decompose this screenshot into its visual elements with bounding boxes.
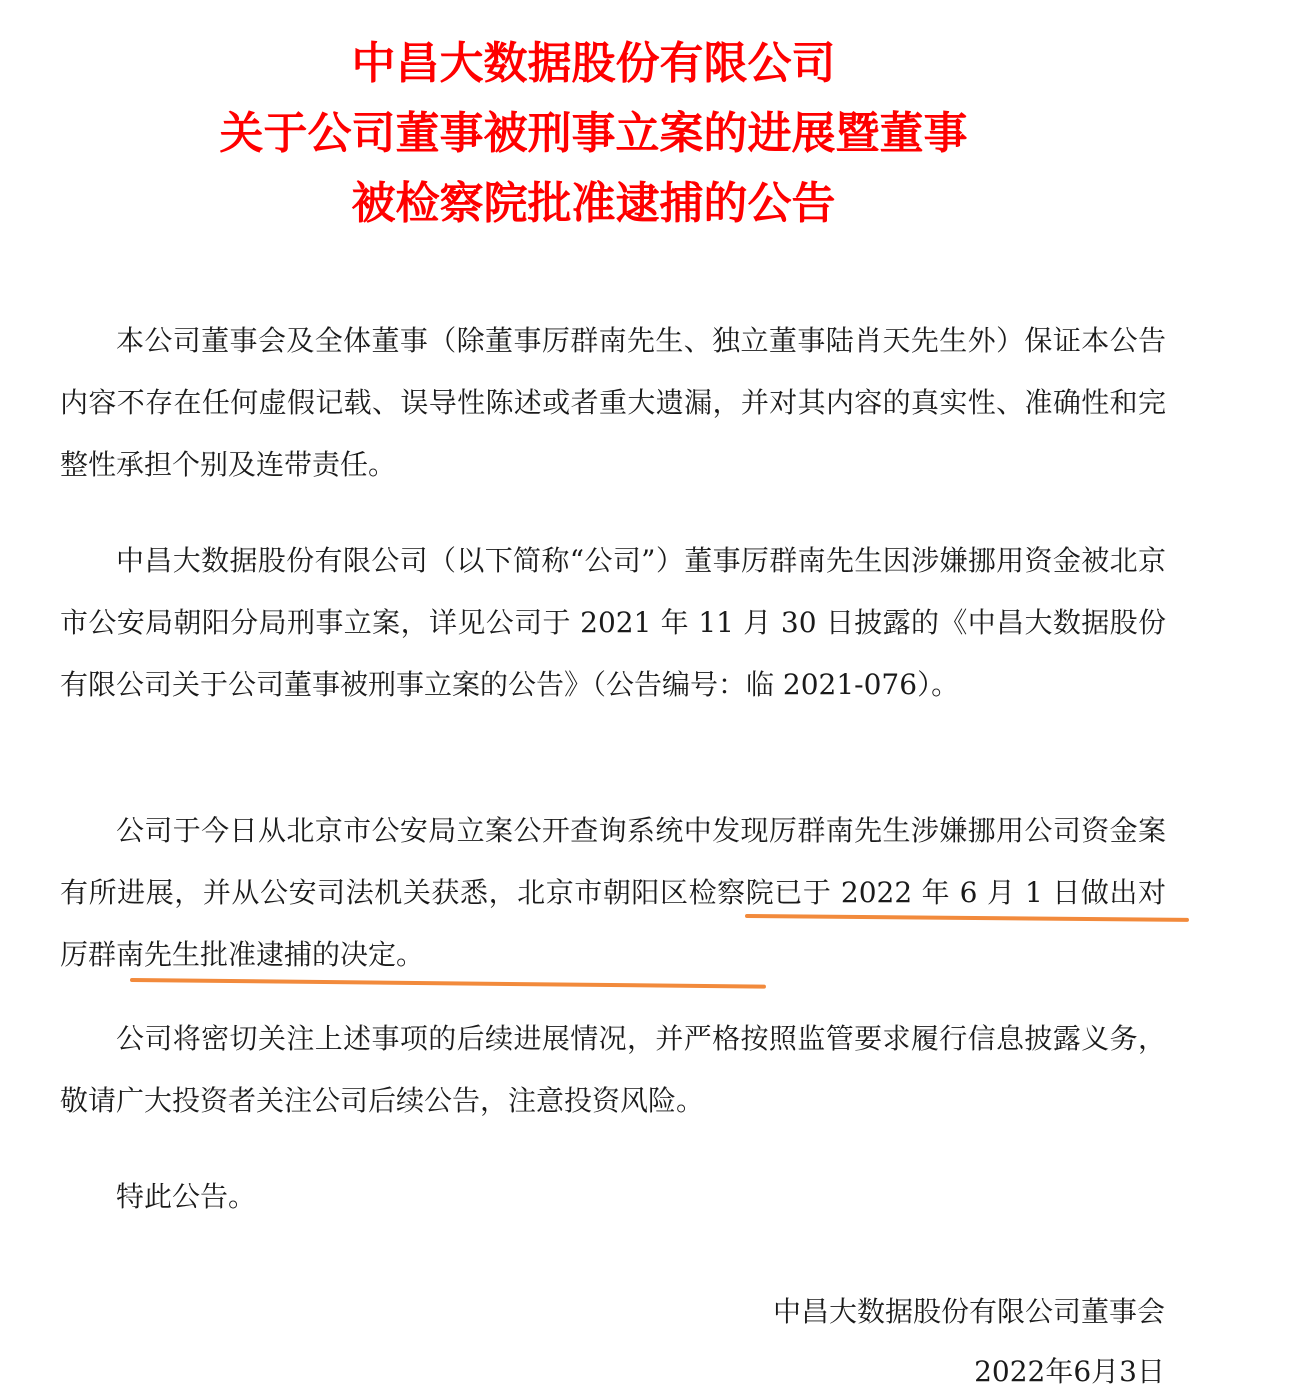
announcement-title-line2: 关于公司董事被刑事立案的进展暨董事	[219, 108, 968, 159]
statement-paragraph: 本公司董事会及全体董事（除董事厉群南先生、独立董事陆肖天先生外）保证本公告内容不存在任何虚假记载、误导性陈述或者重大遗漏，并对其内容的真实性、准确性和完整性承担个别及连带责任。	[60, 324, 1166, 481]
announcement-title-line1: 中昌大数据股份有限公司	[351, 38, 836, 89]
signature-org: 中昌大数据股份有限公司董事会	[772, 1295, 1165, 1328]
announcement-title-line3: 被检察院批准逮捕的公告	[351, 178, 836, 229]
progress-paragraph: 公司于今日从北京市公安局立案公开查询系统中发现厉群南先生涉嫌挪用公司资金案有所进展，并从公安司法机关获悉，北京市朝阳区检察院已于 2022 年 6 月 1 日做出对厉群南先生批准逮捕的决定。	[60, 814, 1166, 971]
signature-date: 2022年6月3日	[974, 1355, 1165, 1388]
closing-paragraph: 特此公告。	[116, 1180, 257, 1213]
background-paragraph: 中昌大数据股份有限公司（以下简称“公司”）董事厉群南先生因涉嫌挪用资金被北京市公安局朝阳分局刑事立案，详见公司于 2021 年 11 月 30 日披露的《中昌大数据股份有限公司关于公司董事被刑事立案的公告》（公告编号：临 2021-076）。	[60, 544, 1166, 701]
disclosure-paragraph: 公司将密切关注上述事项的后续进展情况，并严格按照监管要求履行信息披露义务，敬请广大投资者关注公司后续公告，注意投资风险。	[60, 1022, 1166, 1117]
